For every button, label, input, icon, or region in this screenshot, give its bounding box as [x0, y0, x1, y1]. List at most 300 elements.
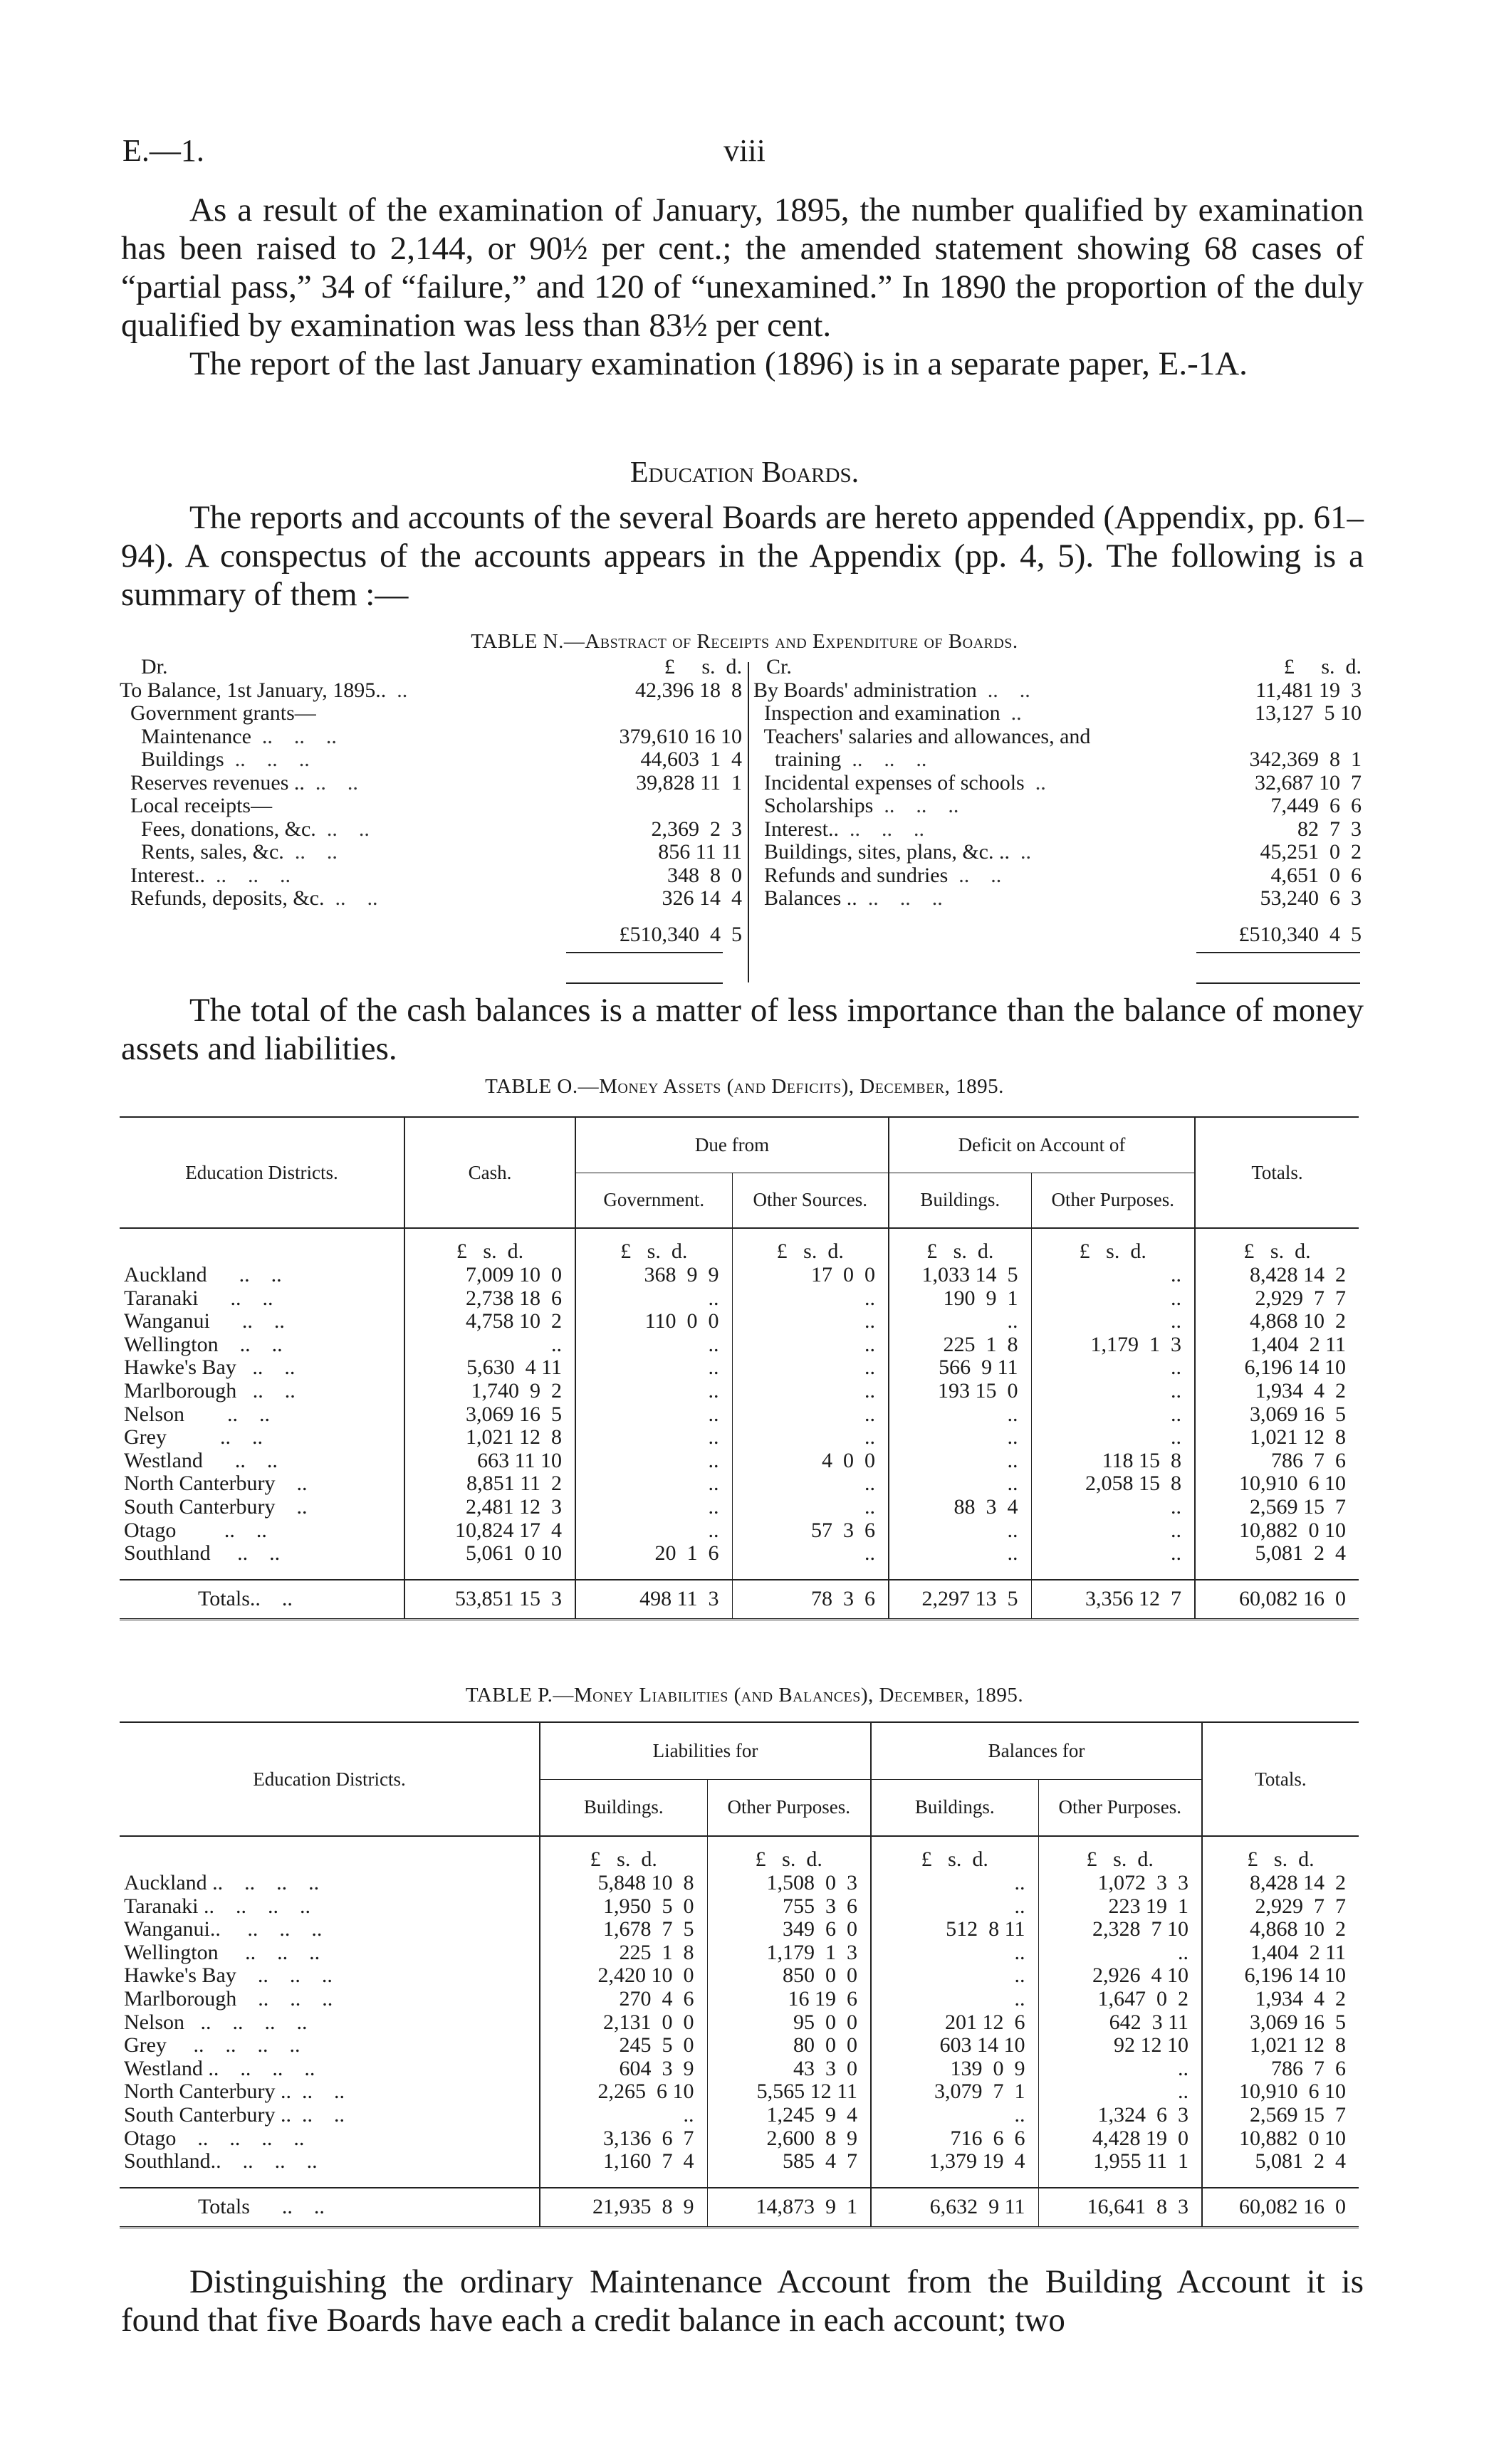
- amount-cell: 3,069 16 5: [404, 1403, 575, 1427]
- amount-cell: ..: [871, 1941, 1038, 1965]
- account-row: [120, 702, 746, 725]
- units-row: [120, 1228, 1359, 1264]
- account-label-text: Interest..: [753, 817, 839, 841]
- table-row: [120, 1310, 1359, 1333]
- account-label-text: Rents, sales, &c.: [120, 841, 284, 864]
- spacer-cell: [1195, 1566, 1359, 1580]
- table-o-body: [120, 1228, 1359, 1620]
- amount-cell: 2,265 6 10: [540, 2080, 707, 2104]
- district-name: South Canterbury ..: [120, 1496, 404, 1519]
- table-row: [120, 1496, 1359, 1519]
- table-n-debit-rows: [120, 679, 746, 911]
- amount-cell: ..: [575, 1356, 732, 1380]
- leader-dots: ..: [1024, 771, 1046, 795]
- amount-cell: 1,033 14 5: [889, 1264, 1031, 1287]
- district-name: Nelson .. ..: [120, 1403, 404, 1427]
- col-education-districts: Education Districts.: [120, 1117, 404, 1228]
- dr-total-rule-bottom: [566, 982, 723, 984]
- amount-cell: ..: [732, 1287, 889, 1311]
- account-row: [120, 795, 746, 818]
- amount-cell: ..: [732, 1333, 889, 1357]
- account-label-text: Scholarships: [753, 795, 874, 817]
- amount-cell: 585 4 7: [707, 2150, 871, 2174]
- table-n-credit-head: [753, 656, 1366, 679]
- account-row: [753, 725, 1366, 749]
- table-row: [120, 2080, 1359, 2104]
- table-row: [120, 2011, 1359, 2035]
- amount-cell: ..: [871, 1872, 1038, 1895]
- spacer-cell: [707, 2174, 871, 2188]
- dr-label: Dr.: [141, 656, 168, 678]
- leader-dots: .. ..: [283, 841, 338, 864]
- account-row-amount: 32,687 10 7: [1255, 770, 1362, 795]
- account-row: [753, 795, 1366, 818]
- table-o-caption-text: TABLE O.—Money Assets (and Deficits), December, 1895.: [485, 1075, 1004, 1098]
- leader-dots: .. ..: [304, 771, 358, 795]
- table-row: [120, 1403, 1359, 1427]
- account-row-amount: 4,651 0 6: [1270, 863, 1362, 887]
- district-name: Auckland .. ..: [120, 1264, 404, 1287]
- table-n-caption-text: TABLE N.—Abstract of Receipts and Expenditure of Boards.: [471, 630, 1018, 653]
- amount-cell: ..: [889, 1472, 1031, 1496]
- amount-cell: ..: [1031, 1403, 1195, 1427]
- amount-cell: ..: [1031, 1519, 1195, 1543]
- amount-cell: 95 0 0: [707, 2011, 871, 2035]
- amount-cell: 1,245 9 4: [707, 2104, 871, 2127]
- spacer-row: [120, 1566, 1359, 1580]
- totals-cell: 6,632 9 11: [871, 2188, 1038, 2228]
- table-row: [120, 1964, 1359, 1988]
- totals-cell: 78 3 6: [732, 1580, 889, 1620]
- amount-cell: 604 3 9: [540, 2057, 707, 2081]
- amount-cell: ..: [575, 1426, 732, 1449]
- account-row: [753, 818, 1366, 842]
- table-o: [120, 1116, 1359, 1620]
- amount-cell: 2,926 4 10: [1038, 1964, 1202, 1988]
- amount-cell: 1,647 0 2: [1038, 1988, 1202, 2011]
- amount-cell: 10,910 6 10: [1239, 2080, 1346, 2104]
- amount-cell: 5,565 12 11: [707, 2080, 871, 2104]
- account-row-label: [753, 818, 1198, 842]
- boards-paragraph: The reports and accounts of the several Boards are hereto appended (Appendix, pp. 61–94). A conspectus of the accounts appears in the Appendix (pp. 4, 5). The following is a summary of them :—: [121, 499, 1364, 613]
- mid-paragraph: The total of the cash balances is a matter of less importance than the balance of money assets and liabilities.: [121, 992, 1364, 1067]
- cr-currency-head: £ s. d.: [1283, 655, 1362, 678]
- col-education-districts: Education Districts.: [120, 1722, 540, 1836]
- district-name: Wellington .. .. ..: [120, 1941, 540, 1965]
- account-row: [120, 725, 746, 749]
- amount-cell: ..: [889, 1542, 1031, 1566]
- table-p: [120, 1721, 1359, 2228]
- intro-paragraph-2: The report of the last January examination (1896) is in a separate paper, E.-1A.: [189, 345, 1248, 382]
- amount-cell: 663 11 10: [404, 1449, 575, 1473]
- account-row-label: [753, 795, 1198, 818]
- district-name: Marlborough .. ..: [120, 1380, 404, 1403]
- amount-cell: 1,404 2 11: [1250, 1332, 1346, 1356]
- amount-cell: 4,758 10 2: [404, 1310, 575, 1333]
- amount-cell: 6,196 14 10: [1244, 1356, 1346, 1380]
- amount-cell: ..: [1031, 1356, 1195, 1380]
- table-row: [120, 1264, 1359, 1287]
- leader-dots: .. .. ..: [857, 887, 943, 910]
- leader-dots: .. ..: [315, 817, 370, 841]
- amount-cell: ..: [871, 2104, 1038, 2127]
- amount-cell: 8,851 11 2: [404, 1472, 575, 1496]
- account-row-label: [753, 725, 1198, 749]
- amount-cell: 603 14 10: [871, 2034, 1038, 2057]
- district-name: North Canterbury .. .. ..: [120, 2080, 540, 2104]
- amount-cell: 2,420 10 0: [540, 1964, 707, 1988]
- cr-total: £510,340 4 5: [1238, 922, 1362, 946]
- account-row: [753, 748, 1366, 772]
- table-row: [120, 1380, 1359, 1403]
- table-n-credit: [753, 656, 1366, 946]
- leader-dots: .. .. ..: [224, 748, 310, 771]
- amount-cell: 3,136 6 7: [540, 2127, 707, 2151]
- leader-dots: .. ..: [948, 864, 1002, 887]
- amount-cell: ..: [404, 1333, 575, 1357]
- amount-cell: ..: [1038, 2080, 1202, 2104]
- account-row: [120, 864, 746, 888]
- amount-cell: 4,868 10 2: [1250, 1309, 1346, 1333]
- amount-cell: 1,179 1 3: [707, 1941, 871, 1965]
- amount-cell: 566 9 11: [889, 1356, 1031, 1380]
- account-row-label: [120, 887, 578, 911]
- district-name: Nelson .. .. .. ..: [120, 2011, 540, 2035]
- amount-cell: 245 5 0: [540, 2034, 707, 2057]
- table-row: [120, 1449, 1359, 1473]
- account-label-text: Fees, donations, &c.: [120, 817, 316, 841]
- amount-cell: 3,079 7 1: [871, 2080, 1038, 2104]
- spacer-cell: [889, 1566, 1031, 1580]
- amount-cell: 4 0 0: [732, 1449, 889, 1473]
- district-name: Marlborough .. .. ..: [120, 1988, 540, 2011]
- boards-text: [121, 498, 1364, 614]
- account-row: [120, 748, 746, 772]
- amount-cell: 1,934 4 2: [1255, 1986, 1346, 2010]
- amount-cell: ..: [575, 1519, 732, 1543]
- account-row-label: [753, 748, 1198, 772]
- amount-cell: ..: [889, 1449, 1031, 1473]
- leader-dots: ..: [1000, 702, 1022, 725]
- units-cell: [120, 1836, 540, 1872]
- amount-cell: 2,569 15 7: [1250, 2102, 1346, 2127]
- units-cell: £ s. d.: [1247, 1847, 1315, 1871]
- amount-cell: 2,131 0 0: [540, 2011, 707, 2035]
- account-label-text: To Balance, 1st January, 1895..: [120, 678, 387, 702]
- amount-cell: ..: [1038, 1941, 1202, 1965]
- account-label-text: Interest..: [120, 864, 205, 887]
- account-row: [120, 679, 746, 703]
- account-label-text: Refunds, deposits, &c.: [120, 887, 325, 910]
- amount-cell: ..: [871, 1964, 1038, 1988]
- table-row: [120, 2150, 1359, 2174]
- table-n-debit-total: [120, 923, 746, 947]
- amount-cell: 16 19 6: [707, 1988, 871, 2011]
- account-row-label: [120, 725, 578, 749]
- amount-cell: ..: [575, 1496, 732, 1519]
- amount-cell: 225 1 8: [540, 1941, 707, 1965]
- spacer-cell: [732, 1566, 889, 1580]
- totals-cell: 498 11 3: [575, 1580, 732, 1620]
- amount-cell: 223 19 1: [1038, 1895, 1202, 1919]
- amount-cell: 4,868 10 2: [1250, 1917, 1346, 1941]
- spacer-cell: [871, 2174, 1038, 2188]
- dr-total: £510,340 4 5: [619, 922, 742, 946]
- district-name: Wanganui .. ..: [120, 1310, 404, 1333]
- amount-cell: 5,081 2 4: [1255, 1541, 1346, 1566]
- account-label-text: Local receipts—: [120, 795, 273, 817]
- amount-cell: 4,428 19 0: [1038, 2127, 1202, 2151]
- account-row: [753, 841, 1366, 864]
- amount-cell: 1,160 7 4: [540, 2150, 707, 2174]
- account-row-amount: 13,127 5 10: [1255, 701, 1362, 725]
- amount-cell: 118 15 8: [1031, 1449, 1195, 1473]
- final-paragraph: Distinguishing the ordinary Maintenance Account from the Building Account it is found that five Boards have each a credit balance in each account; two: [121, 2263, 1364, 2339]
- account-row: [753, 702, 1366, 725]
- col-bal-other-purposes: Other Purposes.: [1038, 1779, 1202, 1836]
- totals-label: Totals.. ..: [120, 1580, 404, 1620]
- district-name: South Canterbury .. .. ..: [120, 2104, 540, 2127]
- table-row: [120, 1918, 1359, 1941]
- account-row-amount: 2,369 2 3: [651, 817, 742, 841]
- totals-cell: 53,851 15 3: [404, 1580, 575, 1620]
- totals-cell: 16,641 8 3: [1038, 2188, 1202, 2228]
- district-name: Taranaki .. .. .. ..: [120, 1895, 540, 1919]
- account-label-text: Government grants—: [120, 702, 316, 725]
- table-p-body: [120, 1836, 1359, 2228]
- table-n-divider: [748, 662, 749, 982]
- account-row-amount: 856 11 11: [658, 840, 742, 864]
- amount-cell: 786 7 6: [1271, 1448, 1346, 1472]
- account-label-text: By Boards' administration: [753, 678, 977, 702]
- intro-paragraph-1: As a result of the examination of January, 1895, the number qualified by examination has been raised to 2,144, or 90½ per cent.; the amended statement showing 68 cases of “partial pass,” 34 of “failure,” and 120 of “unexamined.” In 1890 the proportion of the duly qualified by examination was less than 83½ per cent.: [121, 192, 1364, 344]
- account-label-text: Inspection and examination: [753, 702, 1000, 725]
- account-row-amount: 53,240 6 3: [1260, 886, 1362, 910]
- amount-cell: ..: [575, 1333, 732, 1357]
- leader-dots: .. .. ..: [841, 748, 927, 771]
- cr-total-rule-bottom: [1196, 982, 1360, 984]
- account-label-text: Teachers' salaries and allowances, and: [753, 725, 1091, 748]
- district-name: Westland .. ..: [120, 1449, 404, 1473]
- table-n-credit-rows: [753, 679, 1366, 911]
- col-government: Government.: [575, 1173, 732, 1228]
- units-cell: £ s. d.: [707, 1836, 871, 1872]
- cr-total-rule-top: [1196, 952, 1360, 953]
- leader-dots: .. .. ..: [251, 725, 337, 748]
- amount-cell: 1,740 9 2: [404, 1380, 575, 1403]
- amount-cell: ..: [575, 1472, 732, 1496]
- leader-dots: .. ..: [324, 887, 378, 910]
- district-name: Hawke's Bay .. .. ..: [120, 1964, 540, 1988]
- table-row: [120, 2057, 1359, 2081]
- totals-cell: 14,873 9 1: [707, 2188, 871, 2228]
- amount-cell: 43 3 0: [707, 2057, 871, 2081]
- table-row: [120, 2127, 1359, 2151]
- amount-cell: ..: [871, 1988, 1038, 2011]
- amount-cell: ..: [732, 1426, 889, 1449]
- district-name: Grey .. ..: [120, 1426, 404, 1449]
- leader-dots: .. .. ..: [204, 864, 291, 887]
- units-cell: £ s. d.: [404, 1228, 575, 1264]
- account-row-amount: 379,610 16 10: [619, 724, 742, 748]
- spacer-cell: [1031, 1566, 1195, 1580]
- amount-cell: 368 9 9: [575, 1264, 732, 1287]
- amount-cell: 2,600 8 9: [707, 2127, 871, 2151]
- account-row-label: [120, 795, 578, 818]
- account-row-amount: [578, 702, 746, 725]
- account-label-text: training: [753, 748, 842, 771]
- page-reference: E.—1.: [122, 133, 204, 168]
- amount-cell: 270 4 6: [540, 1988, 707, 2011]
- amount-cell: 5,848 10 8: [540, 1872, 707, 1895]
- account-row-label: [120, 841, 578, 864]
- col-bal-buildings: Buildings.: [871, 1779, 1038, 1836]
- amount-cell: ..: [732, 1403, 889, 1427]
- amount-cell: 786 7 6: [1271, 2056, 1346, 2080]
- table-row: [120, 1519, 1359, 1543]
- amount-cell: 1,934 4 2: [1255, 1378, 1346, 1403]
- table-p-caption: [0, 1684, 1489, 1707]
- amount-cell: 1,950 5 0: [540, 1895, 707, 1919]
- units-cell: £ s. d.: [540, 1836, 707, 1872]
- leader-dots: ..: [1010, 841, 1031, 864]
- amount-cell: 2,569 15 7: [1250, 1494, 1346, 1519]
- table-n-debit: [120, 656, 746, 946]
- spacer-cell: [120, 1566, 404, 1580]
- table-row: [120, 2104, 1359, 2127]
- spacer-cell: [404, 1566, 575, 1580]
- district-name: Southland .. ..: [120, 1542, 404, 1566]
- amount-cell: ..: [889, 1403, 1031, 1427]
- dr-total-rule-top: [566, 952, 723, 953]
- amount-cell: ..: [540, 2104, 707, 2127]
- amount-cell: 1,379 19 4: [871, 2150, 1038, 2174]
- amount-cell: ..: [1031, 1426, 1195, 1449]
- table-row: [120, 1895, 1359, 1919]
- units-cell: £ s. d.: [575, 1228, 732, 1264]
- amount-cell: 80 0 0: [707, 2034, 871, 2057]
- district-name: Taranaki .. ..: [120, 1287, 404, 1311]
- account-row: [753, 887, 1366, 911]
- account-row-label: [120, 818, 578, 842]
- account-row-amount: [578, 795, 746, 818]
- account-label-text: Buildings, sites, plans, &c. ..: [753, 841, 1010, 864]
- spacer-cell: [575, 1566, 732, 1580]
- table-row: [120, 1472, 1359, 1496]
- amount-cell: 1,021 12 8: [1250, 1425, 1346, 1449]
- units-cell: £ s. d.: [1038, 1836, 1202, 1872]
- mid-text: [121, 991, 1364, 1068]
- amount-cell: ..: [1038, 2057, 1202, 2081]
- account-row: [120, 887, 746, 911]
- account-row: [120, 772, 746, 795]
- table-n-caption: [0, 630, 1489, 654]
- col-liabilities-for: Liabilities for: [540, 1722, 871, 1779]
- amount-cell: 1,678 7 5: [540, 1918, 707, 1941]
- amount-cell: 190 9 1: [889, 1287, 1031, 1311]
- units-cell: £ s. d.: [889, 1228, 1031, 1264]
- col-liab-other-purposes: Other Purposes.: [707, 1779, 871, 1836]
- col-totals: Totals.: [1195, 1117, 1359, 1228]
- col-deficit: Deficit on Account of: [889, 1117, 1195, 1173]
- amount-cell: 20 1 6: [575, 1542, 732, 1566]
- amount-cell: 92 12 10: [1038, 2034, 1202, 2057]
- account-row-label: [753, 887, 1198, 911]
- amount-cell: ..: [889, 1519, 1031, 1543]
- amount-cell: 57 3 6: [732, 1519, 889, 1543]
- district-name: Wellington .. ..: [120, 1333, 404, 1357]
- table-n-debit-head: [120, 656, 746, 679]
- leader-dots: .. .. ..: [838, 817, 924, 841]
- amount-cell: 225 1 8: [889, 1333, 1031, 1357]
- table-n-credit-total: [753, 923, 1366, 947]
- amount-cell: 2,058 15 8: [1031, 1472, 1195, 1496]
- amount-cell: 755 3 6: [707, 1895, 871, 1919]
- account-row: [753, 864, 1366, 888]
- amount-cell: ..: [575, 1380, 732, 1403]
- amount-cell: ..: [1031, 1287, 1195, 1311]
- account-row-label: [753, 702, 1198, 725]
- table-row: [120, 1872, 1359, 1895]
- table-row: [120, 1941, 1359, 1965]
- account-row-amount: 39,828 11 1: [636, 770, 742, 795]
- account-label-text: Balances ..: [753, 887, 857, 910]
- account-row: [753, 772, 1366, 795]
- amount-cell: ..: [1031, 1380, 1195, 1403]
- account-row-amount: [1198, 725, 1366, 749]
- district-name: Otago .. ..: [120, 1519, 404, 1543]
- account-row-amount: 45,251 0 2: [1260, 840, 1362, 864]
- table-row: [120, 1988, 1359, 2011]
- district-name: Grey .. .. .. ..: [120, 2034, 540, 2057]
- account-row-label: [753, 841, 1198, 864]
- amount-cell: 10,824 17 4: [404, 1519, 575, 1543]
- amount-cell: 5,061 0 10: [404, 1542, 575, 1566]
- account-row-amount: 348 8 0: [667, 863, 742, 887]
- amount-cell: 88 3 4: [889, 1496, 1031, 1519]
- col-cash: Cash.: [404, 1117, 575, 1228]
- amount-cell: ..: [871, 1895, 1038, 1919]
- amount-cell: 1,021 12 8: [404, 1426, 575, 1449]
- amount-cell: 10,882 0 10: [1239, 2126, 1346, 2150]
- spacer-cell: [1038, 2174, 1202, 2188]
- col-buildings: Buildings.: [889, 1173, 1031, 1228]
- amount-cell: 349 6 0: [707, 1918, 871, 1941]
- dr-currency-head: £ s. d.: [664, 655, 742, 678]
- table-o-caption: [0, 1075, 1489, 1099]
- amount-cell: 2,481 12 3: [404, 1496, 575, 1519]
- amount-cell: 201 12 6: [871, 2011, 1038, 2035]
- units-cell: £ s. d.: [871, 1836, 1038, 1872]
- table-p-caption-text: TABLE P.—Money Liabilities (and Balances), December, 1895.: [465, 1684, 1024, 1707]
- units-cell: £ s. d.: [1243, 1239, 1311, 1263]
- account-row-amount: 342,369 8 1: [1249, 748, 1362, 771]
- amount-cell: 512 8 11: [871, 1918, 1038, 1941]
- totals-cell: 2,297 13 5: [889, 1580, 1031, 1620]
- col-other-sources: Other Sources.: [732, 1173, 889, 1228]
- table-row: [120, 1542, 1359, 1566]
- amount-cell: ..: [732, 1472, 889, 1496]
- col-totals: Totals.: [1202, 1722, 1359, 1836]
- amount-cell: 1,508 0 3: [707, 1872, 871, 1895]
- col-liab-buildings: Buildings.: [540, 1779, 707, 1836]
- account-label-text: Buildings: [120, 748, 224, 771]
- amount-cell: ..: [1031, 1310, 1195, 1333]
- district-name: Auckland .. .. .. ..: [120, 1872, 540, 1895]
- totals-cell: 60,082 16 0: [1202, 2188, 1359, 2228]
- amount-cell: ..: [732, 1356, 889, 1380]
- account-row-label: [753, 864, 1198, 888]
